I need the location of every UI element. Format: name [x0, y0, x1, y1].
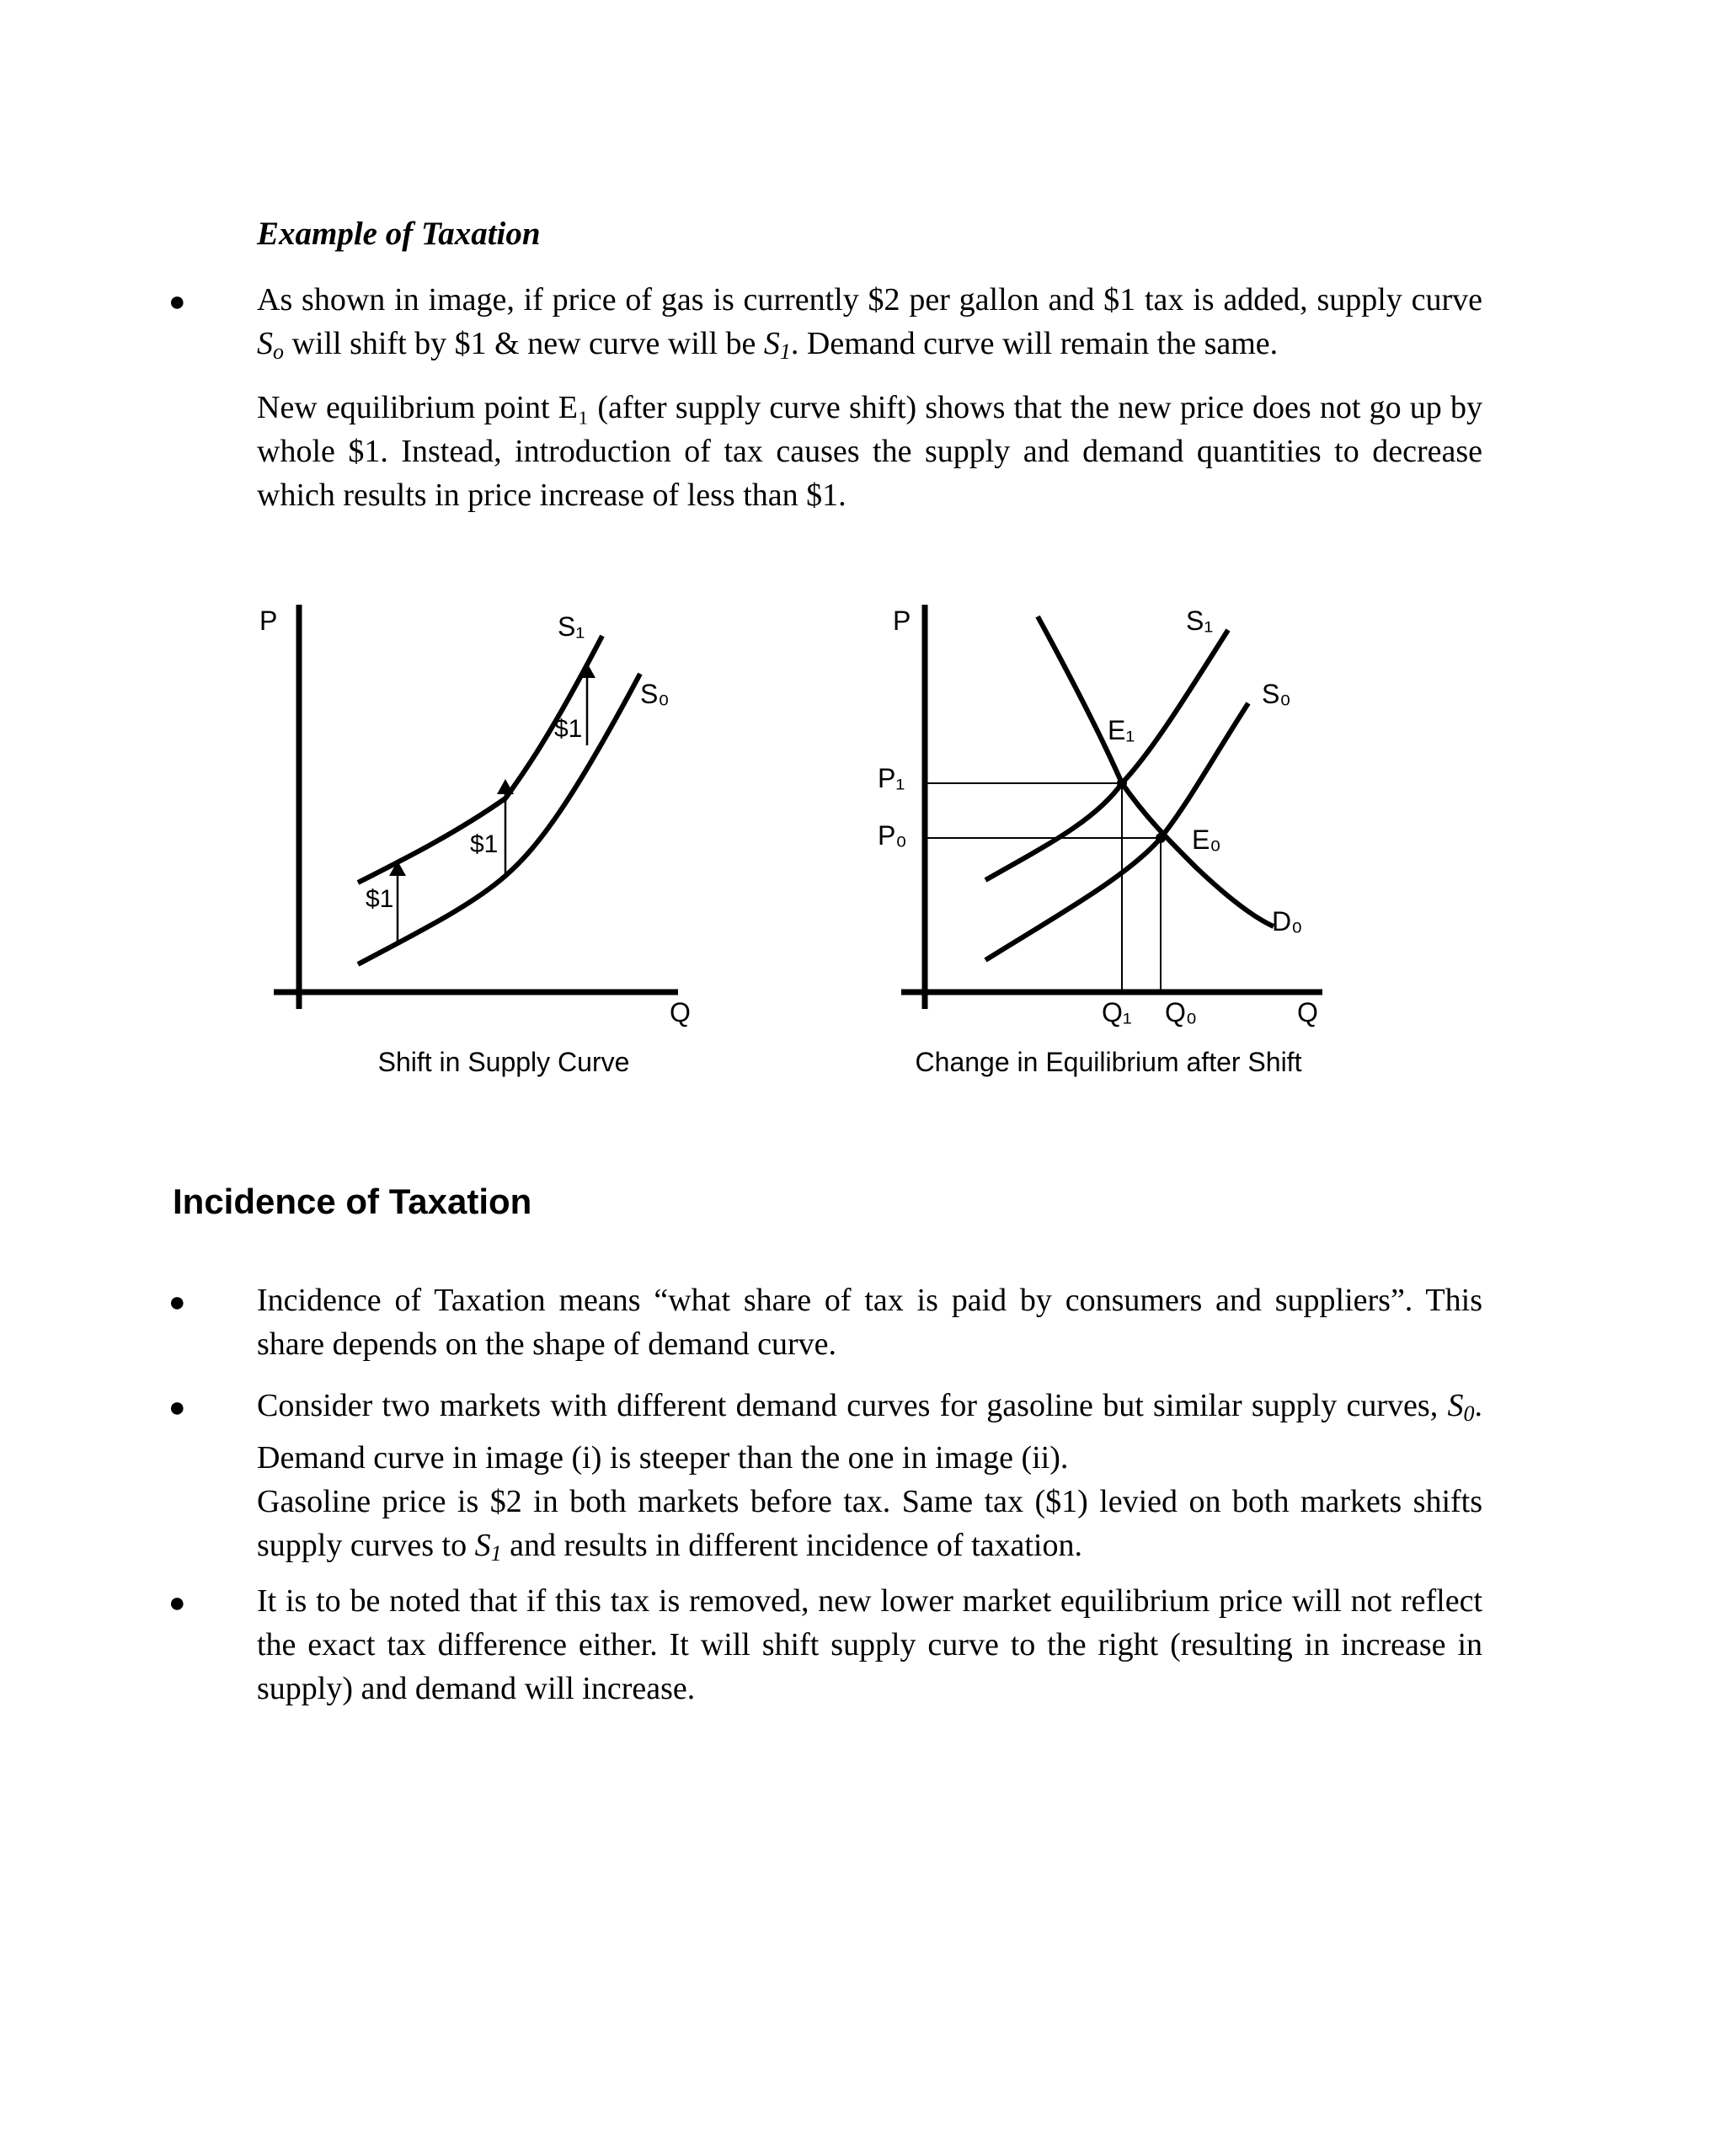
bullet-icon: ● [168, 1287, 186, 1318]
left-s0-label: S₀ [640, 679, 670, 709]
right-p1-label: P₁ [878, 763, 905, 793]
right-figure [901, 605, 1322, 1009]
bullet-icon: ● [168, 1392, 186, 1423]
right-p-label: P [893, 606, 911, 636]
incidence-paragraph-3: It is to be noted that if this tax is removed, new lower market equilibrium price will not reflect the exact tax difference either. It will shift supply curve to the right (resulting in increase in supply) and demand will increase. [257, 1583, 1482, 1706]
left-s0-curve [358, 674, 640, 964]
right-e0-point [1156, 833, 1166, 843]
right-e0-label: E₀ [1192, 825, 1221, 855]
bullet-icon: ● [168, 286, 186, 318]
left-caption: Shift in Supply Curve [377, 1047, 630, 1077]
right-q-label: Q [1297, 997, 1318, 1027]
left-q-label: Q [670, 997, 691, 1027]
left-tax-label-1: $1 [366, 885, 394, 913]
left-s1-label: S₁ [558, 611, 585, 642]
right-e1-label: E₁ [1108, 715, 1135, 745]
incidence-title: Incidence of Taxation [173, 1182, 532, 1221]
right-s0-label: S₀ [1262, 679, 1291, 709]
right-s1-label: S₁ [1186, 606, 1214, 636]
left-p-label: P [259, 606, 278, 636]
right-d0-label: D₀ [1272, 906, 1303, 937]
left-tax-label-2: $1 [470, 830, 499, 858]
right-caption: Change in Equilibrium after Shift [915, 1047, 1302, 1077]
right-e1-point [1117, 778, 1127, 788]
right-q0-label: Q₀ [1165, 997, 1198, 1027]
example-title: Example of Taxation [257, 216, 541, 252]
right-d0-curve [1038, 616, 1274, 926]
right-q1-label: Q₁ [1102, 997, 1132, 1027]
right-p0-label: P₀ [878, 820, 907, 851]
incidence-paragraph-1: Incidence of Taxation means “what share of tax is paid by consumers and suppliers”. This share depends on the shape of demand curve. [257, 1283, 1482, 1362]
bullet-icon: ● [168, 1588, 186, 1619]
left-tax-label-3: $1 [554, 715, 583, 743]
left-figure [274, 605, 678, 1009]
incidence-paragraph-2: Consider two markets with different demand curves for gasoline but similar supply curves, $S_0$. Demand curve in image (i) is steeper than the one in image (ii). Gasoline price is $2 in both markets before tax. Same tax ($1) levied on both markets shifts supply curves to $S_1$ and results in different incidence of taxation. [257, 1388, 1482, 1566]
example-paragraph-2: New equilibrium point E₁ (after supply curve shift) shows that the new price does not go up by whole $1. Instead, introduction of tax causes the supply and demand quantities to decrease which results in price increase of less than $1. [257, 390, 1482, 513]
example-paragraph-1: As shown in image, if price of gas is currently $2 per gallon and $1 tax is added, supply curve $S_o$ will shift by $1 & new curve will be $S_1$. Demand curve will remain the same. [257, 282, 1482, 364]
